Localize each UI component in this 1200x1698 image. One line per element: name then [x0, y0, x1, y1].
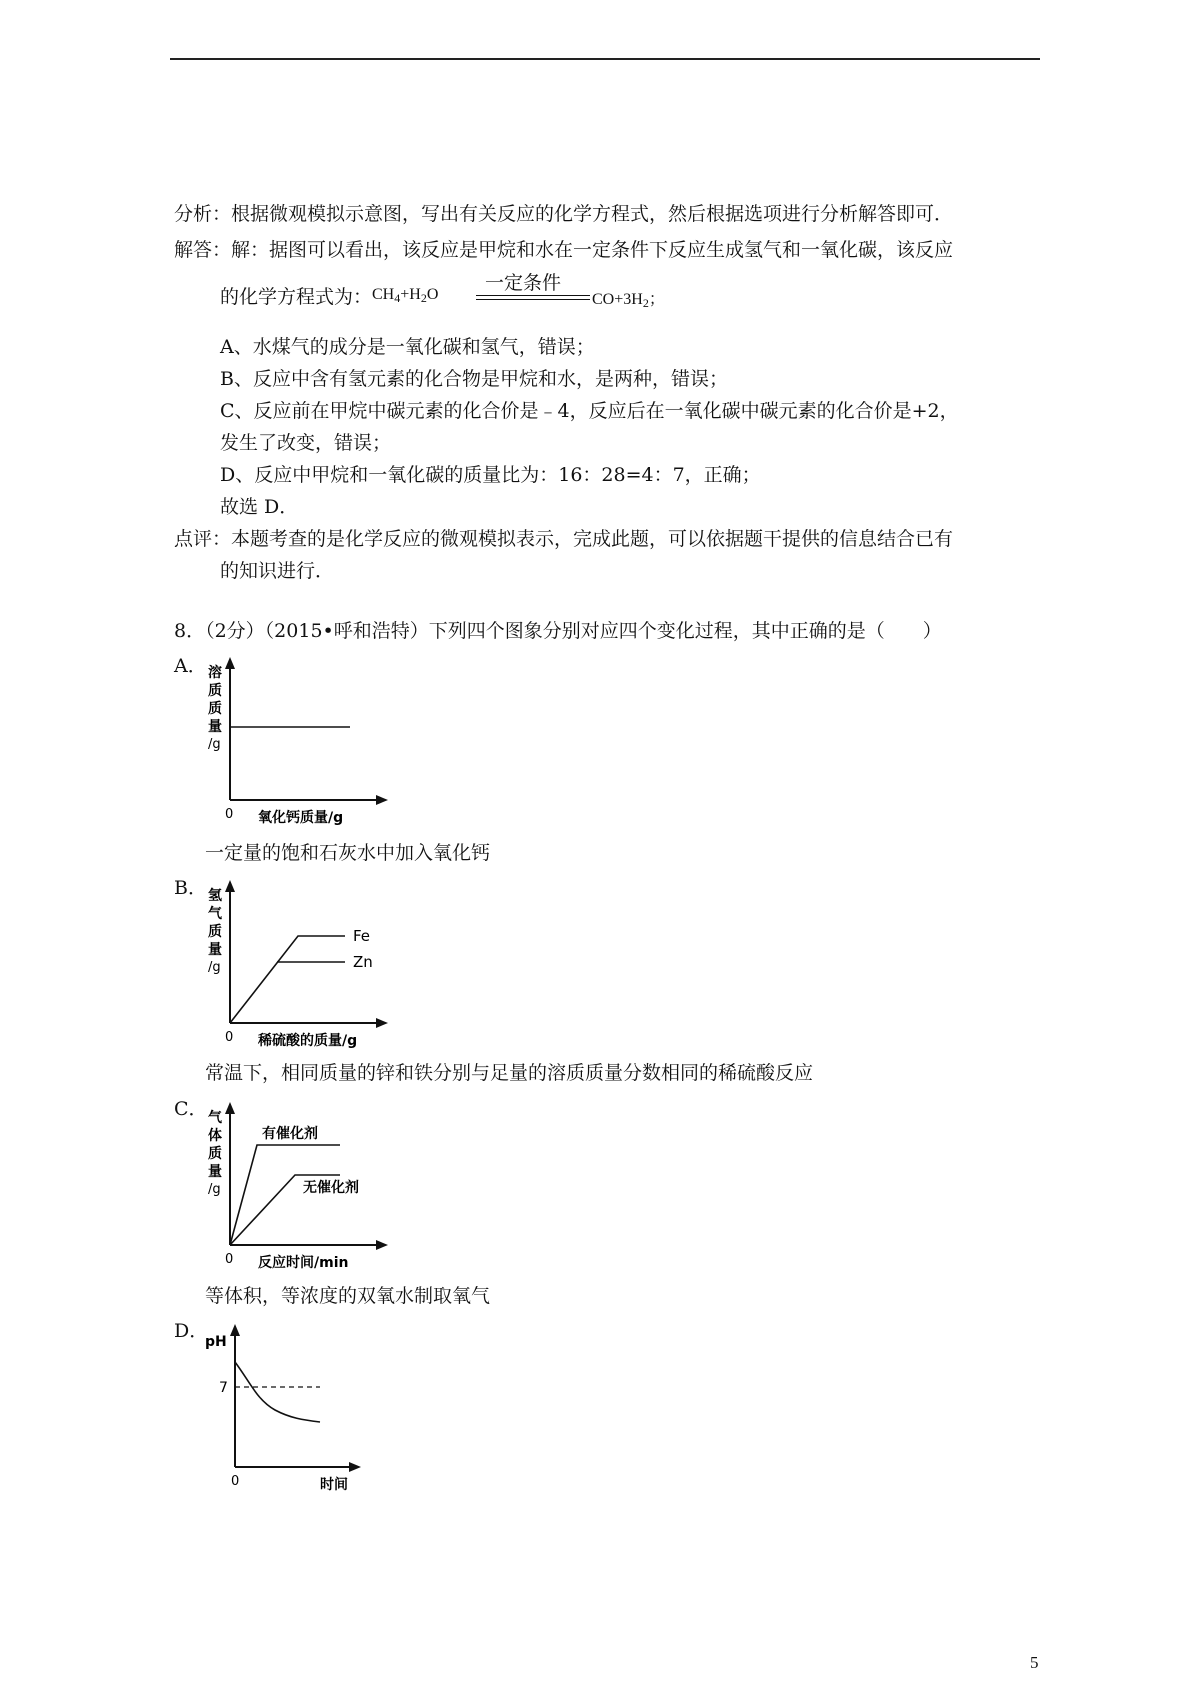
equation-reactants: $CH_4+H_2O$	[372, 286, 439, 305]
y-label-char: 氢	[208, 888, 222, 904]
analysis-line: 分析：根据微观模拟示意图，写出有关反应的化学方程式，然后根据选项进行分析解答即可．	[174, 203, 954, 225]
series-label-fe: Fe	[353, 927, 371, 945]
x-axis-arrow	[376, 795, 388, 805]
equation-bar-top	[476, 295, 590, 296]
question-stem: 8．（2分）（2015•呼和浩特）下列四个图象分别对应四个变化过程，其中正确的是（ ）	[174, 620, 942, 642]
series-line-fe	[230, 936, 345, 1023]
x-axis-arrow	[376, 1018, 388, 1028]
choice-line: 故选 D．	[220, 496, 299, 518]
origin-label: 0	[231, 1474, 240, 1489]
option-b-caption: 常温下，相同质量的锌和铁分别与足量的溶质质量分数相同的稀硫酸反应	[205, 1062, 814, 1084]
y-label-char: 量	[208, 1164, 222, 1180]
option-c-caption: 等体积，等浓度的双氧水制取氧气	[205, 1285, 491, 1307]
chemical-equation	[372, 268, 892, 324]
y-label-char: 气	[208, 906, 222, 922]
option-d-label: D．	[174, 1320, 209, 1342]
option-a-caption: 一定量的饱和石灰水中加入氧化钙	[205, 842, 491, 864]
y-label-char: 质	[208, 683, 222, 699]
header-rule	[170, 58, 1040, 60]
y-axis-arrow	[225, 1102, 235, 1114]
x-axis-arrow	[349, 1462, 361, 1472]
y-label-unit: /g	[208, 737, 221, 752]
graph-a	[195, 655, 405, 825]
reference-label-7: 7	[219, 1380, 228, 1396]
equation-prefix: 的化学方程式为：	[220, 286, 373, 308]
x-axis-label: 时间	[320, 1477, 348, 1492]
series-label-catalyst: 有催化剂	[262, 1126, 318, 1142]
equation-products: $CO+3H_2$；	[592, 291, 665, 310]
y-label-char: 体	[208, 1128, 222, 1144]
origin-label: 0	[225, 807, 234, 822]
y-axis-label: pH	[205, 1334, 227, 1350]
comment-line: 点评：本题考查的是化学反应的微观模拟表示，完成此题，可以依据题干提供的信息结合已有	[174, 528, 954, 550]
option-c-analysis: C、反应前在甲烷中碳元素的化合价是﹣4，反应后在一氧化碳中碳元素的化合价是+2，	[220, 400, 959, 422]
series-label-no-catalyst: 无催化剂	[303, 1180, 359, 1196]
graph-d	[195, 1322, 375, 1492]
y-axis-arrow	[230, 1324, 240, 1336]
option-c-analysis-cont: 发生了改变，错误；	[220, 432, 392, 454]
series-label-zn: Zn	[353, 953, 373, 971]
origin-label: 0	[225, 1252, 234, 1267]
graph-c	[195, 1100, 410, 1270]
x-axis-label: 反应时间/min	[258, 1255, 349, 1270]
y-axis-arrow	[225, 657, 235, 669]
y-label-unit: /g	[208, 960, 221, 975]
option-a-label: A．	[174, 655, 207, 677]
option-d-analysis: D、反应中甲烷和一氧化碳的质量比为：16：28=4：7，正确；	[220, 464, 761, 486]
option-b-analysis: B、反应中含有氢元素的化合物是甲烷和水，是两种，错误；	[220, 368, 728, 390]
y-label-char: 气	[208, 1110, 222, 1126]
option-a-analysis: A、水煤气的成分是一氧化碳和氢气，错误；	[220, 336, 595, 358]
ph-curve	[235, 1362, 320, 1422]
x-axis-label: 稀硫酸的质量/g	[258, 1033, 358, 1048]
x-axis-arrow	[376, 1240, 388, 1250]
x-axis-label: 氧化钙质量/g	[258, 810, 344, 825]
page-number: 5	[1030, 1653, 1039, 1672]
option-c-label: C．	[174, 1098, 208, 1120]
y-label-char: 质	[208, 1146, 222, 1162]
y-label-char: 量	[208, 942, 222, 958]
equation-bar-bottom	[476, 299, 590, 300]
y-axis-arrow	[225, 880, 235, 892]
answer-line: 解答：解：据图可以看出，该反应是甲烷和水在一定条件下反应生成氢气和一氧化碳，该反应	[174, 239, 954, 261]
option-b-label: B．	[174, 877, 207, 899]
y-label-char: 溶	[208, 665, 222, 681]
equation-condition: 一定条件	[484, 272, 561, 294]
comment-line-cont: 的知识进行．	[220, 560, 335, 582]
graph-b	[195, 878, 405, 1048]
origin-label: 0	[225, 1030, 234, 1045]
y-label-char: 质	[208, 701, 222, 717]
y-label-char: 量	[208, 719, 222, 735]
y-label-unit: /g	[208, 1182, 221, 1197]
y-label-char: 质	[208, 924, 222, 940]
